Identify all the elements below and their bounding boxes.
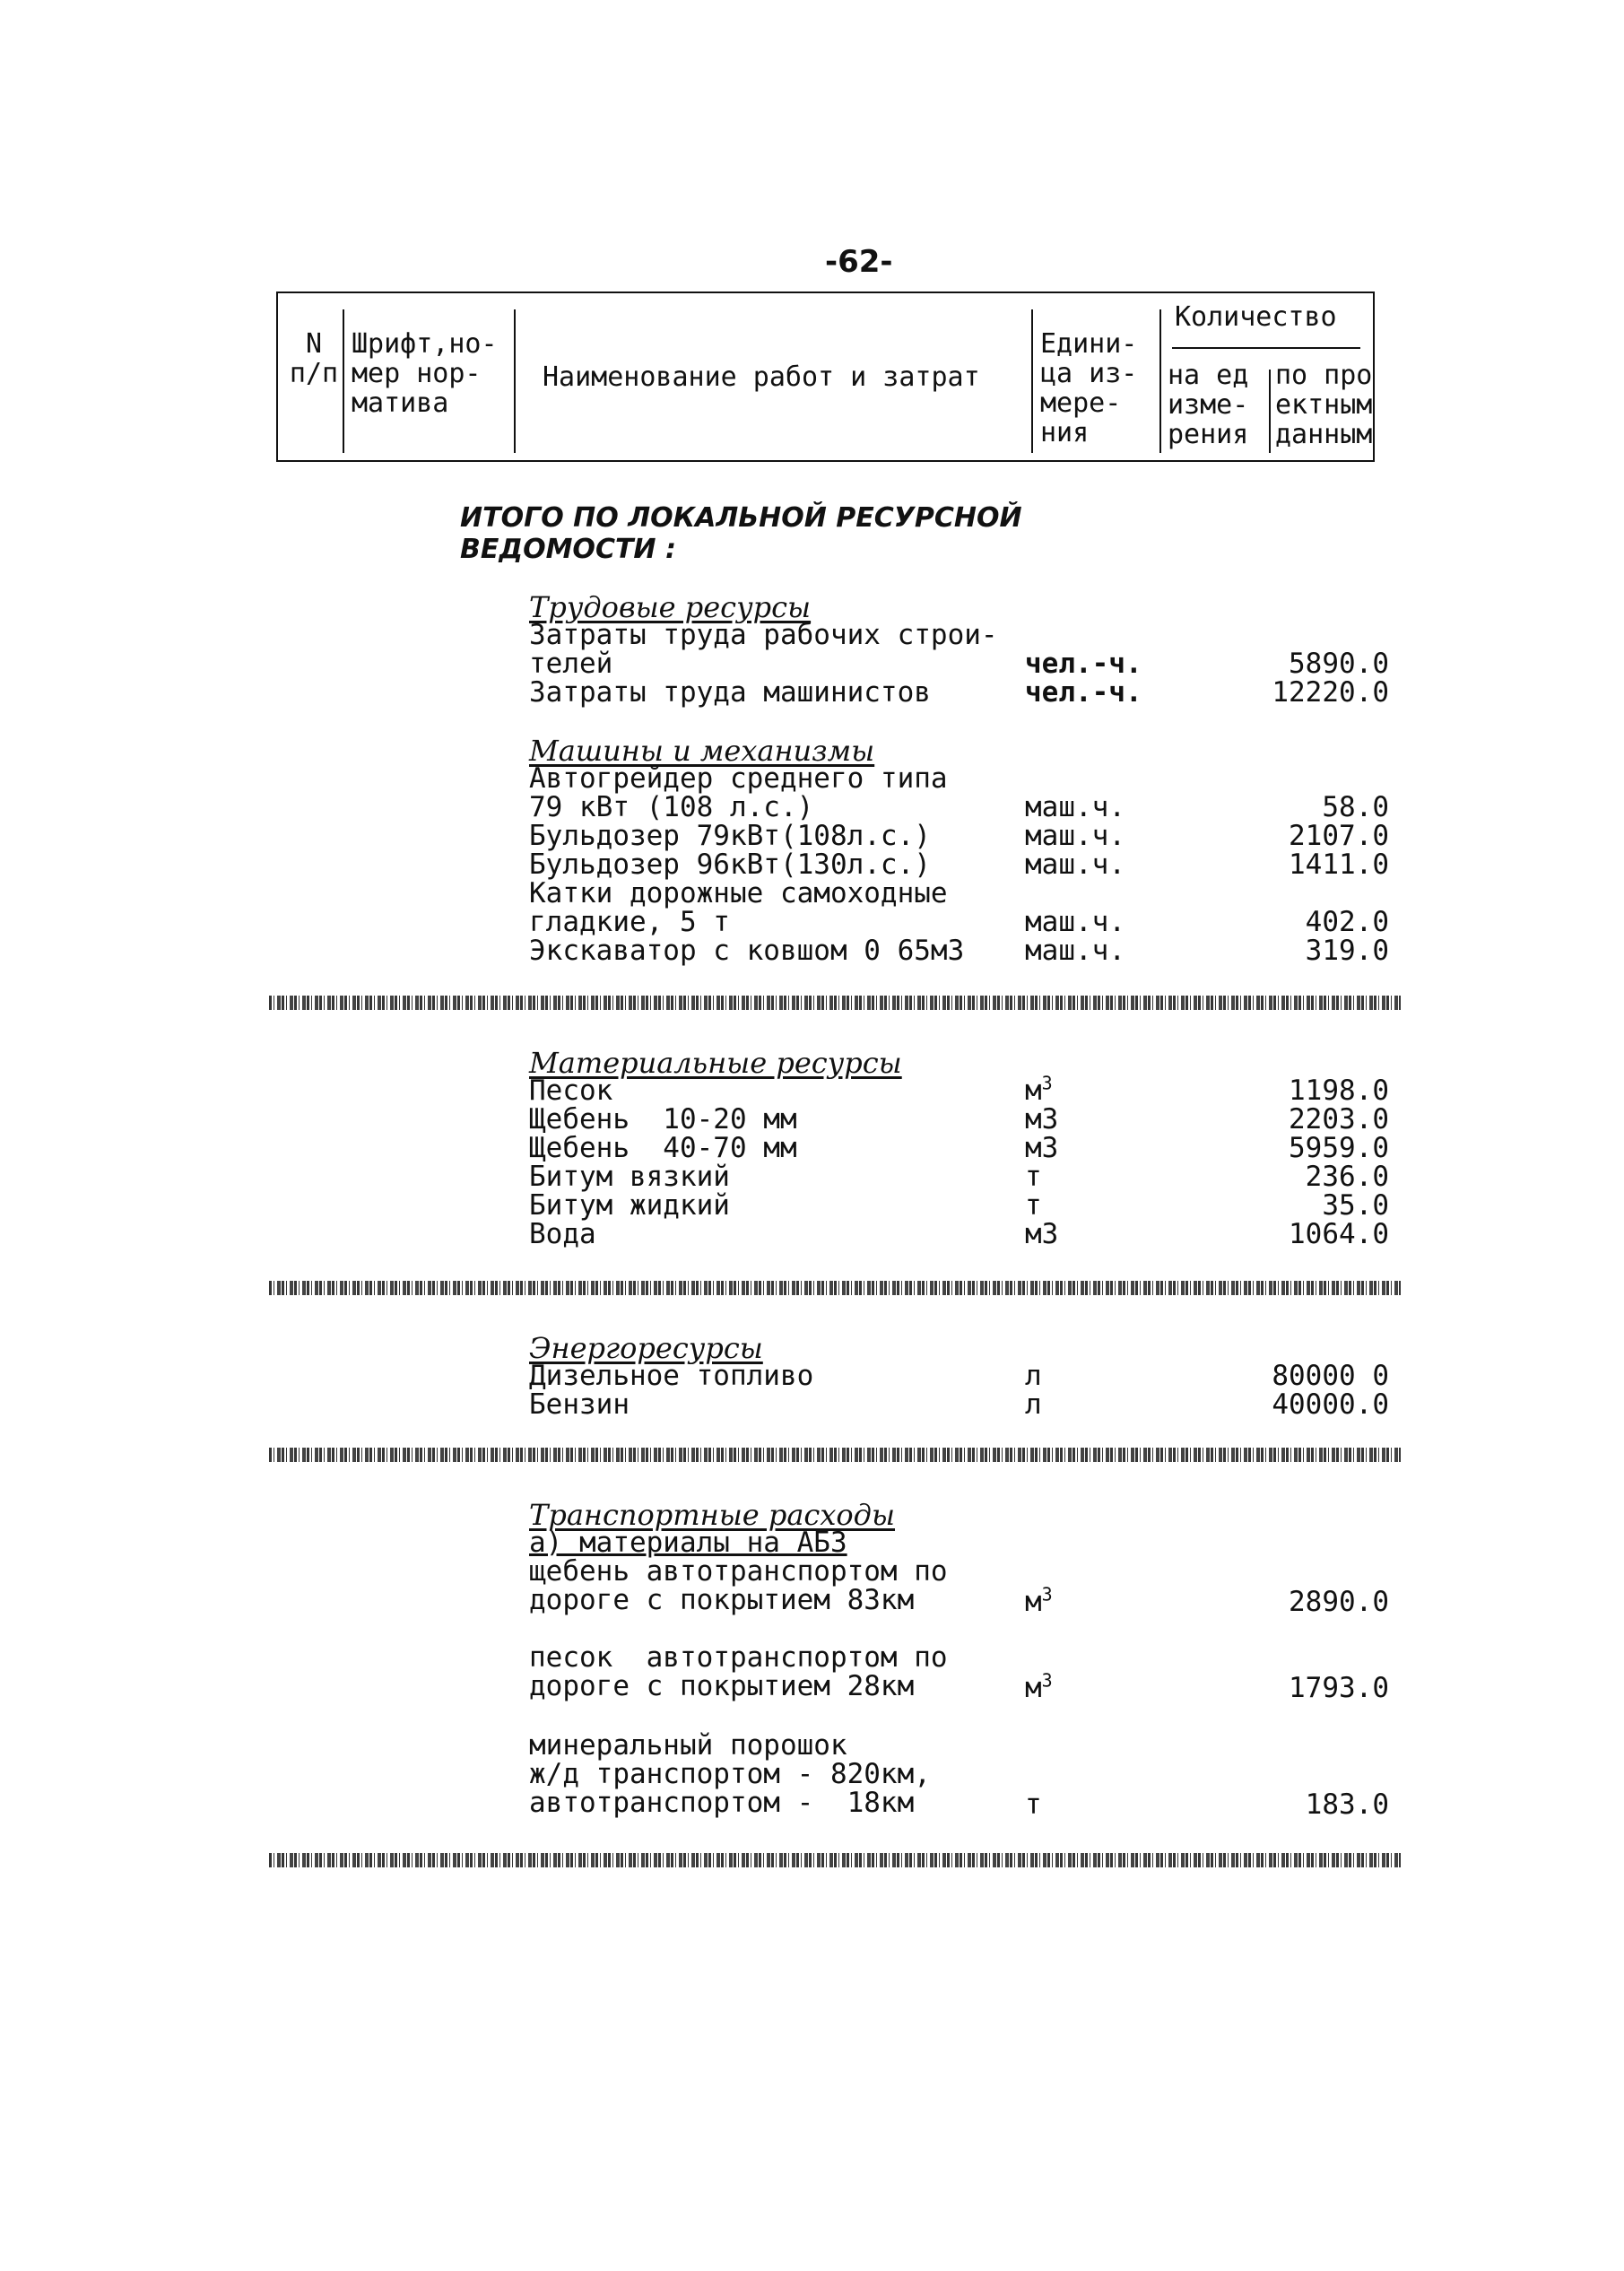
page-number: -62-	[825, 244, 893, 280]
header-col-quantity: Количество	[1175, 301, 1337, 333]
row-unit: маш.ч.	[1025, 820, 1125, 852]
row-quantity: 35.0	[1322, 1189, 1389, 1222]
row-quantity: 80000 0	[1272, 1360, 1389, 1392]
row-name: Щебень 10-20 мм	[529, 1103, 797, 1136]
section-title-labor: Трудовые ресурсы	[529, 590, 812, 624]
row-quantity: 1793.0	[1289, 1672, 1389, 1704]
row-unit: маш.ч.	[1025, 791, 1125, 823]
unit-text: м	[1025, 1672, 1042, 1704]
row-quantity: 12220.0	[1272, 676, 1389, 709]
row-name: Бульдозер 79кВт(108л.с.)	[529, 820, 931, 852]
page-divider	[269, 996, 1401, 1010]
row-unit: л	[1025, 1360, 1042, 1392]
row-quantity: 5890.0	[1289, 648, 1389, 680]
row-quantity: 5959.0	[1289, 1132, 1389, 1164]
row-unit: л	[1025, 1388, 1042, 1421]
row-unit	[1025, 1072, 1053, 1107]
row-unit: т	[1025, 1788, 1042, 1821]
row-unit: чел.-ч.	[1025, 648, 1142, 680]
row-name: Бульдозер 96кВт(130л.с.)	[529, 848, 931, 881]
row-name: Затраты труда рабочих строи- телей	[529, 619, 998, 680]
row-name: Вода	[529, 1218, 596, 1250]
row-name: Дизельное топливо	[529, 1360, 814, 1392]
column-divider	[514, 309, 516, 453]
row-name: Щебень 40-70 мм	[529, 1132, 797, 1164]
column-divider	[343, 309, 344, 453]
page-divider	[269, 1853, 1401, 1867]
row-unit	[1025, 1669, 1053, 1704]
unit-text: м	[1025, 1075, 1042, 1107]
row-name: Песок	[529, 1075, 613, 1107]
row-unit: чел.-ч.	[1025, 676, 1142, 709]
row-unit: т	[1025, 1161, 1042, 1193]
row-name: Битум жидкий	[529, 1189, 730, 1222]
row-name: Битум вязкий	[529, 1161, 730, 1193]
row-name: Экскаватор с ковшом 0 65м3	[529, 935, 965, 967]
unit-superscript: 3	[1041, 1669, 1053, 1692]
column-divider	[1031, 309, 1033, 453]
row-unit: маш.ч.	[1025, 848, 1125, 881]
row-name: песок автотранспортом по дороге с покрытием 28км	[529, 1641, 948, 1702]
row-quantity: 58.0	[1322, 791, 1389, 823]
quantity-header-rule	[1172, 347, 1360, 349]
row-unit: маш.ч.	[1025, 935, 1125, 967]
unit-superscript: 3	[1041, 1072, 1053, 1094]
unit-superscript: 3	[1041, 1583, 1053, 1605]
row-quantity: 2107.0	[1289, 820, 1389, 852]
page-divider	[269, 1448, 1401, 1462]
header-col-number: N п/п	[289, 328, 339, 389]
row-name: минеральный порошок ж/д транспортом - 820км, автотранспортом - 18км	[529, 1729, 931, 1819]
row-quantity: 1198.0	[1289, 1075, 1389, 1107]
header-col-qty-per-unit: на ед изме- рения	[1168, 360, 1249, 450]
transport-subtitle: а) материалы на АБЗ	[529, 1527, 847, 1559]
row-unit: м3	[1025, 1103, 1059, 1136]
column-divider	[1269, 370, 1271, 453]
row-quantity: 236.0	[1305, 1161, 1389, 1193]
section-title-materials: Материальные ресурсы	[529, 1046, 902, 1080]
unit-text: м	[1025, 1586, 1042, 1618]
row-unit: м3	[1025, 1132, 1059, 1164]
row-name: щебень автотранспортом по дороге с покрытием 83км	[529, 1555, 948, 1616]
row-quantity: 2203.0	[1289, 1103, 1389, 1136]
row-quantity: 2890.0	[1289, 1586, 1389, 1618]
header-col-code: Шрифт,но- мер нор- матива	[352, 328, 498, 419]
row-unit: маш.ч.	[1025, 906, 1125, 938]
row-unit	[1025, 1583, 1053, 1618]
section-title-machines: Машины и механизмы	[529, 734, 875, 768]
title-text: ИТОГО ПО ЛОКАЛЬНОЙ РЕСУРСНОЙ ВЕДОМОСТИ :	[460, 502, 1022, 565]
header-col-name: Наименование работ и затрат	[543, 361, 980, 393]
row-quantity: 183.0	[1305, 1788, 1389, 1821]
page-divider	[269, 1281, 1401, 1295]
row-quantity: 402.0	[1305, 906, 1389, 938]
section-title-energy: Энергоресурсы	[529, 1331, 763, 1365]
row-quantity: 40000.0	[1272, 1388, 1389, 1421]
row-quantity: 319.0	[1305, 935, 1389, 967]
row-unit: м3	[1025, 1218, 1059, 1250]
row-unit: т	[1025, 1189, 1042, 1222]
table-header	[276, 291, 1375, 462]
row-name: Катки дорожные самоходные гладкие, 5 т	[529, 877, 948, 938]
column-divider	[1159, 309, 1161, 453]
row-name: Автогрейдер среднего типа 79 кВт (108 л.с.)	[529, 762, 948, 823]
section-title-transport: Транспортные расходы	[529, 1498, 895, 1532]
header-col-qty-project: по про ектным данным	[1275, 360, 1373, 450]
row-name: Бензин	[529, 1388, 630, 1421]
row-name: Затраты труда машинистов	[529, 676, 931, 709]
header-col-unit: Едини- ца из- мере- ния	[1040, 328, 1138, 448]
document-title	[460, 502, 1022, 565]
row-quantity: 1064.0	[1289, 1218, 1389, 1250]
row-quantity: 1411.0	[1289, 848, 1389, 881]
